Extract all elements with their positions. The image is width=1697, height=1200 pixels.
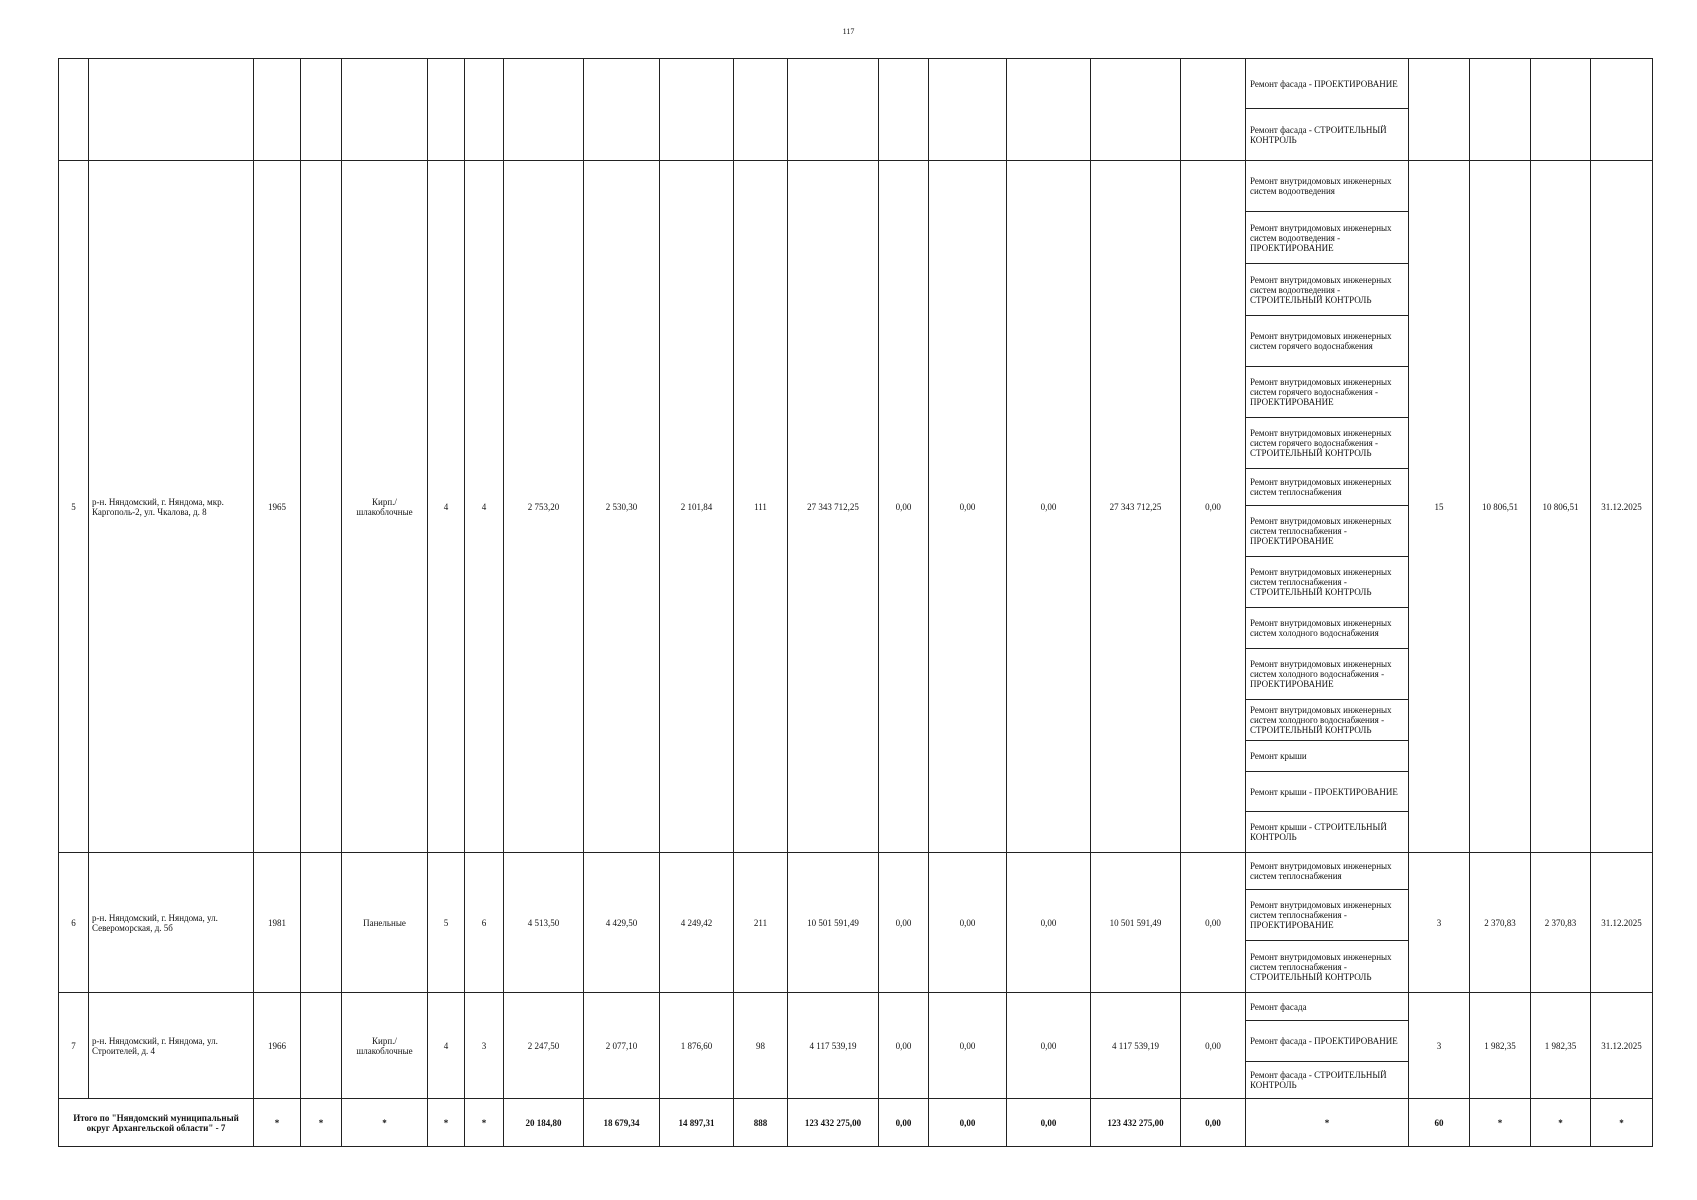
work-count-cell: 15	[1409, 161, 1470, 853]
continuation-cell	[301, 59, 342, 161]
area-premises-cell: 4 429,50	[584, 853, 660, 993]
total-c4-cell: *	[428, 1099, 465, 1147]
continuation-cell	[342, 59, 428, 161]
total-cost-total-cell: 123 432 275,00	[788, 1099, 879, 1147]
continuation-cell	[788, 59, 879, 161]
material-cell: Кирп./шлакоблочные	[342, 161, 428, 853]
row-number-cell: 5	[59, 161, 89, 853]
continuation-cell	[1007, 59, 1091, 161]
continuation-cell	[734, 59, 788, 161]
area-premises-cell: 2 077,10	[584, 993, 660, 1099]
fund-reg-cell: 0,00	[929, 993, 1007, 1099]
continuation-cell	[1181, 59, 1246, 161]
fund-mun-cell: 0,00	[1007, 161, 1091, 853]
total-fund-fed-cell: 0,00	[879, 1099, 929, 1147]
continuation-cell	[1470, 59, 1531, 161]
fund-fed-cell: 0,00	[879, 993, 929, 1099]
continuation-cell	[879, 59, 929, 161]
residents-cell: 211	[734, 853, 788, 993]
year1-cell: 1966	[254, 993, 301, 1099]
work-type-cell: Ремонт фасада - ПРОЕКТИРОВАНИЕ	[1246, 59, 1409, 109]
entrances-cell: 4	[465, 161, 504, 853]
year1-cell: 1981	[254, 853, 301, 993]
area-living-cell: 1 876,60	[660, 993, 734, 1099]
work-type-cell: Ремонт внутридомовых инженерных систем теплоснабжения - ПРОЕКТИРОВАНИЕ	[1246, 506, 1409, 557]
material-cell: Панельные	[342, 853, 428, 993]
entrances-cell: 3	[465, 993, 504, 1099]
row-number-cell: 6	[59, 853, 89, 993]
limit-per-m2-cell: 1 982,35	[1531, 993, 1591, 1099]
address-cell: р-н. Няндомский, г. Няндома, ул. Строителей, д. 4	[89, 993, 254, 1099]
address-cell: р-н. Няндомский, г. Няндома, мкр. Каргополь-2, ул. Чкалова, д. 8	[89, 161, 254, 853]
material-cell: Кирп./шлакоблочные	[342, 993, 428, 1099]
work-type-cell: Ремонт внутридомовых инженерных систем теплоснабжения - СТРОИТЕЛЬНЫЙ КОНТРОЛЬ	[1246, 557, 1409, 608]
year2-cell	[301, 993, 342, 1099]
area-premises-cell: 2 530,30	[584, 161, 660, 853]
work-count-cell: 3	[1409, 853, 1470, 993]
continuation-cell	[584, 59, 660, 161]
continuation-cell	[428, 59, 465, 161]
year2-cell	[301, 161, 342, 853]
continuation-cell	[1591, 59, 1653, 161]
total-area-premises-cell: 18 679,34	[584, 1099, 660, 1147]
page-number: 117	[842, 27, 855, 36]
continuation-cell	[254, 59, 301, 161]
work-type-cell: Ремонт внутридомовых инженерных систем теплоснабжения	[1246, 853, 1409, 890]
fund-reg-cell: 0,00	[929, 161, 1007, 853]
fund-other-cell: 0,00	[1181, 993, 1246, 1099]
floors-cell: 4	[428, 993, 465, 1099]
total-c8-cell: *	[1591, 1099, 1653, 1147]
work-type-cell: Ремонт внутридомовых инженерных систем горячего водоснабжения - ПРОЕКТИРОВАНИЕ	[1246, 367, 1409, 418]
area-total-cell: 4 513,50	[504, 853, 584, 993]
cost-per-m2-cell: 10 806,51	[1470, 161, 1531, 853]
continuation-cell	[59, 59, 89, 161]
table-row	[59, 59, 1653, 109]
work-type-cell: Ремонт фасада	[1246, 993, 1409, 1021]
total-area-living-cell: 14 897,31	[660, 1099, 734, 1147]
table-body	[59, 59, 1653, 1147]
total-work-count-cell: 60	[1409, 1099, 1470, 1147]
continuation-cell	[89, 59, 254, 161]
work-type-cell: Ремонт фасада - ПРОЕКТИРОВАНИЕ	[1246, 1021, 1409, 1062]
deadline-cell: 31.12.2025	[1591, 161, 1653, 853]
work-type-cell: Ремонт внутридомовых инженерных систем горячего водоснабжения	[1246, 316, 1409, 367]
area-living-cell: 2 101,84	[660, 161, 734, 853]
fund-owners-cell: 27 343 712,25	[1091, 161, 1181, 853]
fund-other-cell: 0,00	[1181, 161, 1246, 853]
continuation-cell	[504, 59, 584, 161]
work-type-cell: Ремонт фасада - СТРОИТЕЛЬНЫЙ КОНТРОЛЬ	[1246, 1062, 1409, 1099]
total-label: Итого по "Няндомский муниципальный округ Архангельской области" - 7	[59, 1099, 254, 1147]
area-total-cell: 2 753,20	[504, 161, 584, 853]
year2-cell	[301, 853, 342, 993]
total-row	[59, 1099, 1653, 1147]
total-fund-other-cell: 0,00	[1181, 1099, 1246, 1147]
work-type-cell: Ремонт крыши - СТРОИТЕЛЬНЫЙ КОНТРОЛЬ	[1246, 812, 1409, 853]
total-c2-cell: *	[301, 1099, 342, 1147]
fund-fed-cell: 0,00	[879, 853, 929, 993]
continuation-cell	[465, 59, 504, 161]
work-type-cell: Ремонт внутридомовых инженерных систем горячего водоснабжения - СТРОИТЕЛЬНЫЙ КОНТРОЛЬ	[1246, 418, 1409, 469]
deadline-cell: 31.12.2025	[1591, 853, 1653, 993]
cost-total-cell: 4 117 539,19	[788, 993, 879, 1099]
work-type-cell: Ремонт внутридомовых инженерных систем холодного водоснабжения	[1246, 608, 1409, 649]
fund-mun-cell: 0,00	[1007, 853, 1091, 993]
fund-owners-cell: 4 117 539,19	[1091, 993, 1181, 1099]
floors-cell: 4	[428, 161, 465, 853]
continuation-cell	[929, 59, 1007, 161]
work-type-cell: Ремонт внутридомовых инженерных систем холодного водоснабжения - ПРОЕКТИРОВАНИЕ	[1246, 649, 1409, 700]
total-fund-reg-cell: 0,00	[929, 1099, 1007, 1147]
entrances-cell: 6	[465, 853, 504, 993]
work-type-cell: Ремонт внутридомовых инженерных систем теплоснабжения - ПРОЕКТИРОВАНИЕ	[1246, 890, 1409, 941]
work-type-cell: Ремонт крыши	[1246, 741, 1409, 772]
total-works-cell: *	[1246, 1099, 1409, 1147]
fund-mun-cell: 0,00	[1007, 993, 1091, 1099]
continuation-cell	[660, 59, 734, 161]
work-type-cell: Ремонт фасада - СТРОИТЕЛЬНЫЙ КОНТРОЛЬ	[1246, 109, 1409, 161]
limit-per-m2-cell: 2 370,83	[1531, 853, 1591, 993]
work-type-cell: Ремонт внутридомовых инженерных систем холодного водоснабжения - СТРОИТЕЛЬНЫЙ КОНТРОЛЬ	[1246, 700, 1409, 741]
cost-per-m2-cell: 1 982,35	[1470, 993, 1531, 1099]
table-row	[59, 161, 1653, 212]
cost-total-cell: 27 343 712,25	[788, 161, 879, 853]
cost-per-m2-cell: 2 370,83	[1470, 853, 1531, 993]
limit-per-m2-cell: 10 806,51	[1531, 161, 1591, 853]
total-c6-cell: *	[1470, 1099, 1531, 1147]
total-residents-cell: 888	[734, 1099, 788, 1147]
residents-cell: 98	[734, 993, 788, 1099]
work-type-cell: Ремонт крыши - ПРОЕКТИРОВАНИЕ	[1246, 772, 1409, 812]
total-c3-cell: *	[342, 1099, 428, 1147]
capital-repair-table	[58, 58, 1653, 1147]
fund-fed-cell: 0,00	[879, 161, 929, 853]
work-type-cell: Ремонт внутридомовых инженерных систем водоотведения - ПРОЕКТИРОВАНИЕ	[1246, 212, 1409, 264]
address-cell: р-н. Няндомский, г. Няндома, ул. Североморская, д. 5б	[89, 853, 254, 993]
fund-other-cell: 0,00	[1181, 853, 1246, 993]
total-fund-owners-cell: 123 432 275,00	[1091, 1099, 1181, 1147]
area-total-cell: 2 247,50	[504, 993, 584, 1099]
work-type-cell: Ремонт внутридомовых инженерных систем теплоснабжения - СТРОИТЕЛЬНЫЙ КОНТРОЛЬ	[1246, 941, 1409, 993]
cost-total-cell: 10 501 591,49	[788, 853, 879, 993]
total-fund-mun-cell: 0,00	[1007, 1099, 1091, 1147]
continuation-cell	[1531, 59, 1591, 161]
year1-cell: 1965	[254, 161, 301, 853]
work-type-cell: Ремонт внутридомовых инженерных систем водоотведения	[1246, 161, 1409, 212]
deadline-cell: 31.12.2025	[1591, 993, 1653, 1099]
total-area-total-cell: 20 184,80	[504, 1099, 584, 1147]
work-type-cell: Ремонт внутридомовых инженерных систем теплоснабжения	[1246, 469, 1409, 506]
continuation-cell	[1409, 59, 1470, 161]
continuation-cell	[1091, 59, 1181, 161]
total-c1-cell: *	[254, 1099, 301, 1147]
area-living-cell: 4 249,42	[660, 853, 734, 993]
table-row	[59, 993, 1653, 1021]
row-number-cell: 7	[59, 993, 89, 1099]
table-row	[59, 853, 1653, 890]
work-type-cell: Ремонт внутридомовых инженерных систем водоотведения - СТРОИТЕЛЬНЫЙ КОНТРОЛЬ	[1246, 264, 1409, 316]
floors-cell: 5	[428, 853, 465, 993]
total-c7-cell: *	[1531, 1099, 1591, 1147]
residents-cell: 111	[734, 161, 788, 853]
work-count-cell: 3	[1409, 993, 1470, 1099]
fund-reg-cell: 0,00	[929, 853, 1007, 993]
fund-owners-cell: 10 501 591,49	[1091, 853, 1181, 993]
total-c5-cell: *	[465, 1099, 504, 1147]
